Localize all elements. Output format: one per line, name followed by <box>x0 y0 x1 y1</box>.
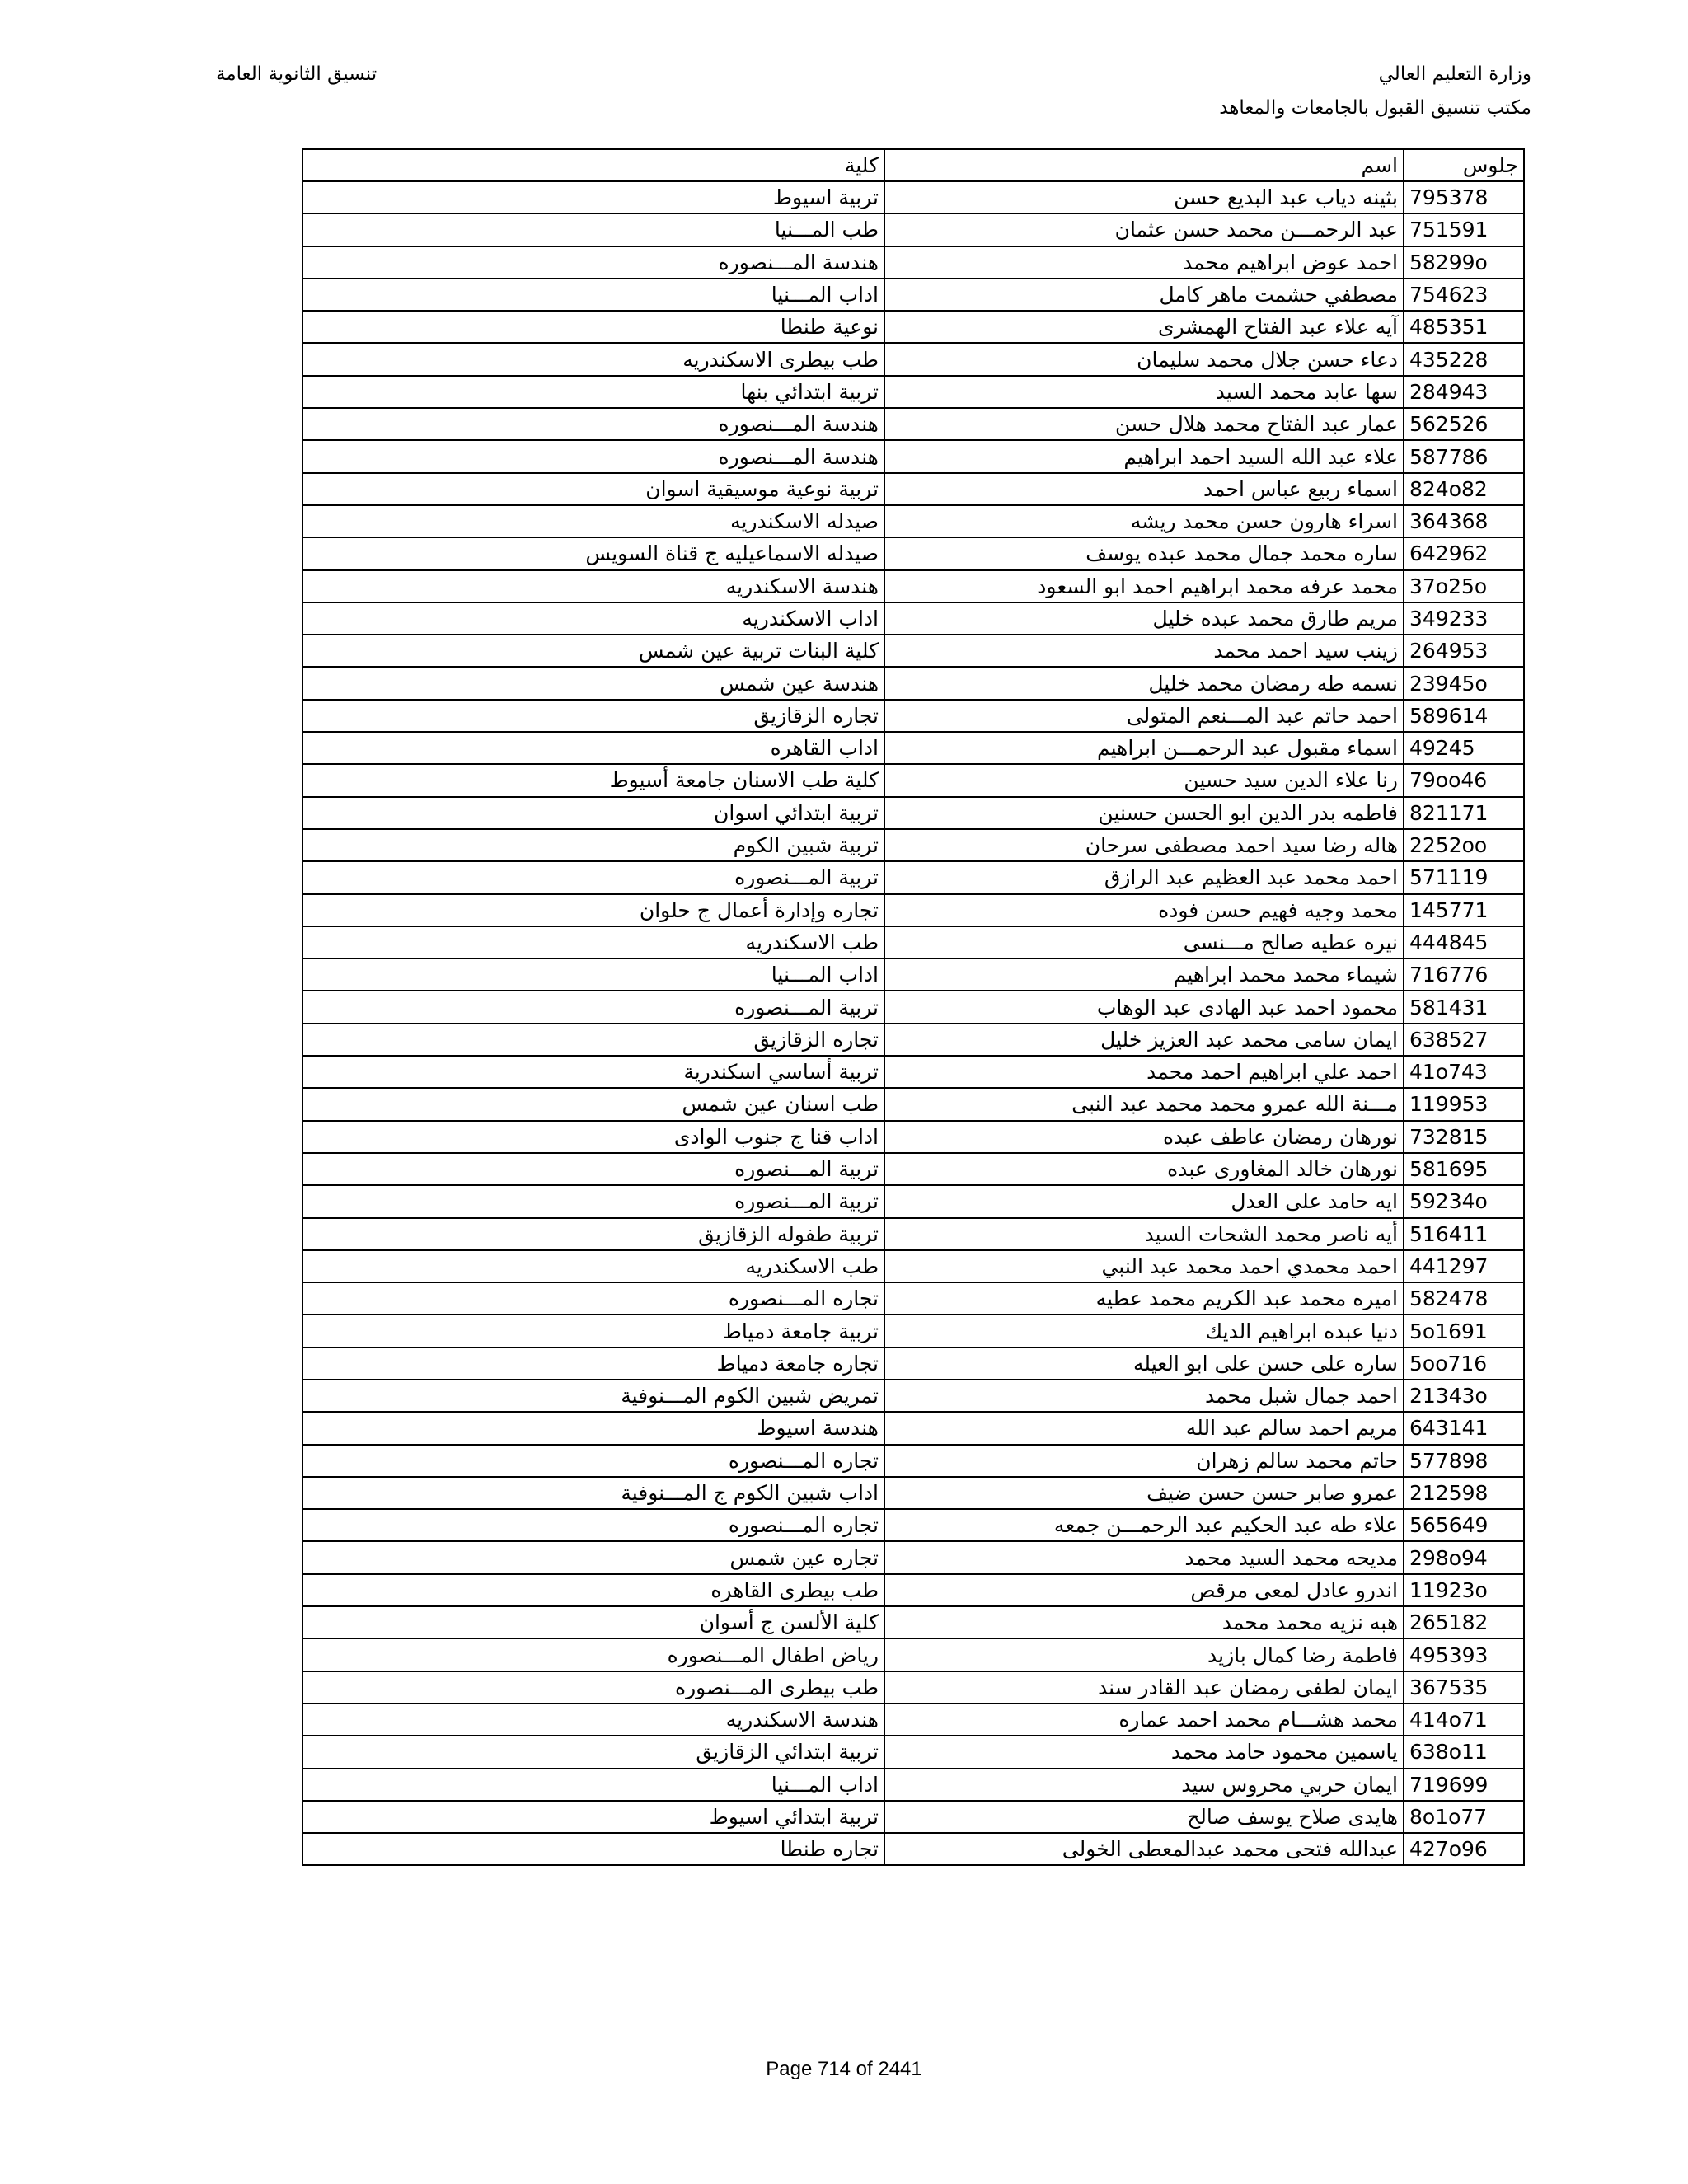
seat-cell: 435228 <box>1404 343 1524 375</box>
name-cell: فاطمه بدر الدين ابو الحسن حسنين <box>884 797 1404 829</box>
name-cell: بثينه دياب عبد البديع حسن <box>884 181 1404 213</box>
table-row <box>302 1380 1524 1412</box>
faculty-cell: صيدله الاسماعيليه ج قناة السويس <box>302 537 884 569</box>
name-cell: احمد عوض ابراهيم محمد <box>884 246 1404 279</box>
seat-cell: 284943 <box>1404 376 1524 408</box>
faculty-cell: اداب القاهره <box>302 732 884 764</box>
seat-cell: 582478 <box>1404 1282 1524 1315</box>
seat-cell: 565649 <box>1404 1509 1524 1541</box>
faculty-cell: اداب المـــنيا <box>302 958 884 991</box>
table-row <box>302 343 1524 375</box>
seat-cell: 732815 <box>1404 1121 1524 1153</box>
faculty-cell: نوعية طنطا <box>302 311 884 343</box>
name-cell: ايه حامد على العدل <box>884 1185 1404 1217</box>
seat-cell: 58299o <box>1404 246 1524 279</box>
seat-cell: 795378 <box>1404 181 1524 213</box>
faculty-cell: تربية المـــنصوره <box>302 861 884 893</box>
seat-cell: 587786 <box>1404 440 1524 472</box>
seat-cell: 21343o <box>1404 1380 1524 1412</box>
name-cell: مصطفي حشمت ماهر كامل <box>884 279 1404 311</box>
faculty-cell: تربية ابتدائي اسوان <box>302 797 884 829</box>
name-cell: مديحه محمد السيد محمد <box>884 1541 1404 1573</box>
name-cell: اسماء ربيع عباس احمد <box>884 473 1404 505</box>
name-cell: عمار عبد الفتاح محمد هلال حسن <box>884 408 1404 440</box>
seat-cell: 23945o <box>1404 667 1524 699</box>
name-cell: اميره محمد عبد الكريم محمد عطيه <box>884 1282 1404 1315</box>
table-header-row <box>302 149 1524 181</box>
seat-cell: 2252oo <box>1404 829 1524 861</box>
page-number: Page 714 of 2441 <box>766 2058 922 2080</box>
name-cell: نورهان رمضان عاطف عبده <box>884 1121 1404 1153</box>
seat-cell: 119953 <box>1404 1088 1524 1120</box>
table-row <box>302 1088 1524 1120</box>
table-row <box>302 1606 1524 1638</box>
faculty-cell: كلية البنات تربية عين شمس <box>302 635 884 667</box>
seat-cell: 5oo716 <box>1404 1347 1524 1380</box>
name-cell: احمد علي ابراهيم احمد محمد <box>884 1056 1404 1088</box>
seat-cell: 367535 <box>1404 1671 1524 1704</box>
table-row <box>302 1024 1524 1056</box>
seat-cell: 589614 <box>1404 700 1524 732</box>
seat-cell: 821171 <box>1404 797 1524 829</box>
faculty-cell: طب الاسكندريه <box>302 1250 884 1282</box>
name-cell: ياسمين محمود حامد محمد <box>884 1736 1404 1768</box>
table-row <box>302 1704 1524 1736</box>
table-row <box>302 1833 1524 1865</box>
table-row <box>302 635 1524 667</box>
seat-cell: 265182 <box>1404 1606 1524 1638</box>
table-row <box>302 1477 1524 1509</box>
seat-cell: 11923o <box>1404 1574 1524 1606</box>
faculty-cell: تربية المـــنصوره <box>302 1153 884 1185</box>
seat-cell: 562526 <box>1404 408 1524 440</box>
seat-cell: 427o96 <box>1404 1833 1524 1865</box>
table-row <box>302 861 1524 893</box>
faculty-cell: طب اسنان عين شمس <box>302 1088 884 1120</box>
name-cell: ساره محمد جمال محمد عبده يوسف <box>884 537 1404 569</box>
faculty-cell: تمريض شبين الكوم المـــنوفية <box>302 1380 884 1412</box>
faculty-cell: صيدله الاسكندريه <box>302 505 884 537</box>
seat-cell: 8o1o77 <box>1404 1801 1524 1833</box>
name-cell: علاء طه عبد الحكيم عبد الرحمـــن جمعه <box>884 1509 1404 1541</box>
admissions-table <box>302 148 1525 1866</box>
table-row <box>302 1638 1524 1671</box>
table-row <box>302 1250 1524 1282</box>
table-row <box>302 1347 1524 1380</box>
faculty-cell: هندسة الاسكندريه <box>302 1704 884 1736</box>
header-seat: جلوس <box>1404 149 1524 181</box>
table-row <box>302 700 1524 732</box>
name-cell: مريم طارق محمد عبده خليل <box>884 602 1404 635</box>
table-row <box>302 213 1524 246</box>
table-row <box>302 473 1524 505</box>
table-row <box>302 1769 1524 1801</box>
name-cell: أيه ناصر محمد الشحات السيد <box>884 1218 1404 1250</box>
faculty-cell: طب المـــنيا <box>302 213 884 246</box>
table-row <box>302 1121 1524 1153</box>
faculty-cell: اداب المـــنيا <box>302 279 884 311</box>
name-cell: اندرو عادل لمعى مرقص <box>884 1574 1404 1606</box>
name-cell: مريم احمد سالم عبد الله <box>884 1412 1404 1444</box>
seat-cell: 571119 <box>1404 861 1524 893</box>
name-cell: احمد محمدي احمد محمد عبد النبي <box>884 1250 1404 1282</box>
seat-cell: 716776 <box>1404 958 1524 991</box>
faculty-cell: تربية ابتدائي الزقازيق <box>302 1736 884 1768</box>
header-name: اسم <box>884 149 1404 181</box>
table-row <box>302 1445 1524 1477</box>
name-cell: عبد الرحمـــن محمد حسن عثمان <box>884 213 1404 246</box>
seat-cell: 824o82 <box>1404 473 1524 505</box>
name-cell: ساره على حسن على ابو العيله <box>884 1347 1404 1380</box>
name-cell: محمد هشـــام محمد احمد عماره <box>884 1704 1404 1736</box>
name-cell: زينب سيد احمد محمد <box>884 635 1404 667</box>
seat-cell: 485351 <box>1404 311 1524 343</box>
faculty-cell: هندسة المـــنصوره <box>302 408 884 440</box>
name-cell: هاله رضا سيد احمد مصطفى سرحان <box>884 829 1404 861</box>
name-cell: محمود احمد عبد الهادى عبد الوهاب <box>884 991 1404 1023</box>
faculty-cell: تجاره المـــنصوره <box>302 1282 884 1315</box>
table-row <box>302 1509 1524 1541</box>
table-row <box>302 991 1524 1023</box>
faculty-cell: تجاره جامعة دمياط <box>302 1347 884 1380</box>
faculty-cell: هندسة الاسكندريه <box>302 570 884 602</box>
seat-cell: 638o11 <box>1404 1736 1524 1768</box>
faculty-cell: تربية شبين الكوم <box>302 829 884 861</box>
name-cell: عبدالله فتحى محمد عبدالمعطى الخولى <box>884 1833 1404 1865</box>
faculty-cell: طب بيطرى الاسكندريه <box>302 343 884 375</box>
faculty-cell: تجاره الزقازيق <box>302 1024 884 1056</box>
seat-cell: 581695 <box>1404 1153 1524 1185</box>
seat-cell: 349233 <box>1404 602 1524 635</box>
faculty-cell: طب بيطرى المـــنصوره <box>302 1671 884 1704</box>
name-cell: احمد محمد عبد العظيم عبد الرازق <box>884 861 1404 893</box>
table-row <box>302 732 1524 764</box>
name-cell: نيره عطيه صالح مـــنسى <box>884 926 1404 958</box>
seat-cell: 364368 <box>1404 505 1524 537</box>
name-cell: دنيا عبده ابراهيم الديك <box>884 1315 1404 1347</box>
table-row <box>302 926 1524 958</box>
seat-cell: 264953 <box>1404 635 1524 667</box>
table-row <box>302 1056 1524 1088</box>
table-row <box>302 1412 1524 1444</box>
name-cell: ايمان سامى محمد عبد العزيز خليل <box>884 1024 1404 1056</box>
name-cell: فاطمة رضا كمال بازيد <box>884 1638 1404 1671</box>
seat-cell: 516411 <box>1404 1218 1524 1250</box>
table-row <box>302 1153 1524 1185</box>
table-row <box>302 1671 1524 1704</box>
faculty-cell: اداب المـــنيا <box>302 1769 884 1801</box>
faculty-cell: تجاره طنطا <box>302 1833 884 1865</box>
office-title: مكتب تنسيق القبول بالجامعات والمعاهد <box>1219 97 1531 119</box>
faculty-cell: هندسة المـــنصوره <box>302 246 884 279</box>
table-row <box>302 958 1524 991</box>
seat-cell: 41o743 <box>1404 1056 1524 1088</box>
name-cell: دعاء حسن جلال محمد سليمان <box>884 343 1404 375</box>
faculty-cell: تربية أساسي اسكندرية <box>302 1056 884 1088</box>
header-faculty: كلية <box>302 149 884 181</box>
seat-cell: 754623 <box>1404 279 1524 311</box>
seat-cell: 59234o <box>1404 1185 1524 1217</box>
name-cell: احمد جمال شبل محمد <box>884 1380 1404 1412</box>
table-row <box>302 1541 1524 1573</box>
name-cell: سها عابد محمد السيد <box>884 376 1404 408</box>
seat-cell: 37o25o <box>1404 570 1524 602</box>
faculty-cell: تربية طفوله الزقازيق <box>302 1218 884 1250</box>
faculty-cell: تجاره وإدارة أعمال ج حلوان <box>302 894 884 926</box>
seat-cell: 298o94 <box>1404 1541 1524 1573</box>
faculty-cell: تربية المـــنصوره <box>302 1185 884 1217</box>
name-cell: اسماء مقبول عبد الرحمـــن ابراهيم <box>884 732 1404 764</box>
seat-cell: 414o71 <box>1404 1704 1524 1736</box>
table-row <box>302 311 1524 343</box>
table-row <box>302 537 1524 569</box>
name-cell: ايمان لطفى رمضان عبد القادر سند <box>884 1671 1404 1704</box>
faculty-cell: كلية الألسن ج أسوان <box>302 1606 884 1638</box>
name-cell: آيه علاء عبد الفتاح الهمشرى <box>884 311 1404 343</box>
faculty-cell: اداب قنا ج جنوب الوادى <box>302 1121 884 1153</box>
name-cell: حاتم محمد سالم زهران <box>884 1445 1404 1477</box>
seat-cell: 638527 <box>1404 1024 1524 1056</box>
seat-cell: 577898 <box>1404 1445 1524 1477</box>
name-cell: احمد حاتم عبد المـــنعم المتولى <box>884 700 1404 732</box>
name-cell: مـــنة الله عمرو محمد محمد عبد النبى <box>884 1088 1404 1120</box>
faculty-cell: طب بيطرى القاهره <box>302 1574 884 1606</box>
table-row <box>302 1282 1524 1315</box>
table-row <box>302 570 1524 602</box>
seat-cell: 643141 <box>1404 1412 1524 1444</box>
table-row <box>302 1185 1524 1217</box>
faculty-cell: تجاره المـــنصوره <box>302 1445 884 1477</box>
faculty-cell: كلية طب الاسنان جامعة أسيوط <box>302 764 884 796</box>
table-row <box>302 667 1524 699</box>
table-row <box>302 376 1524 408</box>
faculty-cell: تجاره المـــنصوره <box>302 1509 884 1541</box>
faculty-cell: طب الاسكندريه <box>302 926 884 958</box>
name-cell: محمد عرفه محمد ابراهيم احمد ابو السعود <box>884 570 1404 602</box>
seat-cell: 581431 <box>1404 991 1524 1023</box>
table-row <box>302 181 1524 213</box>
faculty-cell: اداب شبين الكوم ج المـــنوفية <box>302 1477 884 1509</box>
table-row <box>302 1218 1524 1250</box>
faculty-cell: تربية جامعة دمياط <box>302 1315 884 1347</box>
name-cell: هبه نزيه محمد محمد <box>884 1606 1404 1638</box>
faculty-cell: تربية ابتدائي بنها <box>302 376 884 408</box>
table-row <box>302 764 1524 796</box>
name-cell: اسراء هارون حسن محمد ريشه <box>884 505 1404 537</box>
program-title: تنسيق الثانوية العامة <box>216 63 377 85</box>
seat-cell: 145771 <box>1404 894 1524 926</box>
table-row <box>302 279 1524 311</box>
name-cell: محمد وجيه فهيم حسن فوده <box>884 894 1404 926</box>
seat-cell: 79oo46 <box>1404 764 1524 796</box>
name-cell: شيماء محمد محمد ابراهيم <box>884 958 1404 991</box>
faculty-cell: تجاره عين شمس <box>302 1541 884 1573</box>
faculty-cell: تربية اسيوط <box>302 181 884 213</box>
seat-cell: 751591 <box>1404 213 1524 246</box>
seat-cell: 444845 <box>1404 926 1524 958</box>
faculty-cell: رياض اطفال المـــنصوره <box>302 1638 884 1671</box>
seat-cell: 212598 <box>1404 1477 1524 1509</box>
name-cell: رنا علاء الدين سيد حسين <box>884 764 1404 796</box>
name-cell: نسمه طه رمضان محمد خليل <box>884 667 1404 699</box>
table-row <box>302 1315 1524 1347</box>
name-cell: عمرو صابر حسن حسن ضيف <box>884 1477 1404 1509</box>
faculty-cell: تربية المـــنصوره <box>302 991 884 1023</box>
faculty-cell: هندسة اسيوط <box>302 1412 884 1444</box>
faculty-cell: تجاره الزقازيق <box>302 700 884 732</box>
faculty-cell: تربية ابتدائي اسيوط <box>302 1801 884 1833</box>
table-row <box>302 1574 1524 1606</box>
seat-cell: 5o1691 <box>1404 1315 1524 1347</box>
seat-cell: 49245 <box>1404 732 1524 764</box>
table-row <box>302 829 1524 861</box>
table-row <box>302 505 1524 537</box>
table-row <box>302 440 1524 472</box>
ministry-title: وزارة التعليم العالي <box>1378 63 1531 85</box>
table-row <box>302 602 1524 635</box>
seat-cell: 642962 <box>1404 537 1524 569</box>
seat-cell: 495393 <box>1404 1638 1524 1671</box>
name-cell: علاء عبد الله السيد احمد ابراهيم <box>884 440 1404 472</box>
seat-cell: 719699 <box>1404 1769 1524 1801</box>
name-cell: ايمان حربي محروس سيد <box>884 1769 1404 1801</box>
name-cell: نورهان خالد المغاورى عبده <box>884 1153 1404 1185</box>
table-row <box>302 408 1524 440</box>
seat-cell: 441297 <box>1404 1250 1524 1282</box>
faculty-cell: هندسة المـــنصوره <box>302 440 884 472</box>
faculty-cell: تربية نوعية موسيقية اسوان <box>302 473 884 505</box>
table-row <box>302 797 1524 829</box>
name-cell: هايدى صلاح يوسف صالح <box>884 1801 1404 1833</box>
faculty-cell: اداب الاسكندريه <box>302 602 884 635</box>
table-row <box>302 246 1524 279</box>
table-row <box>302 1736 1524 1768</box>
table-row <box>302 1801 1524 1833</box>
faculty-cell: هندسة عين شمس <box>302 667 884 699</box>
table-row <box>302 894 1524 926</box>
